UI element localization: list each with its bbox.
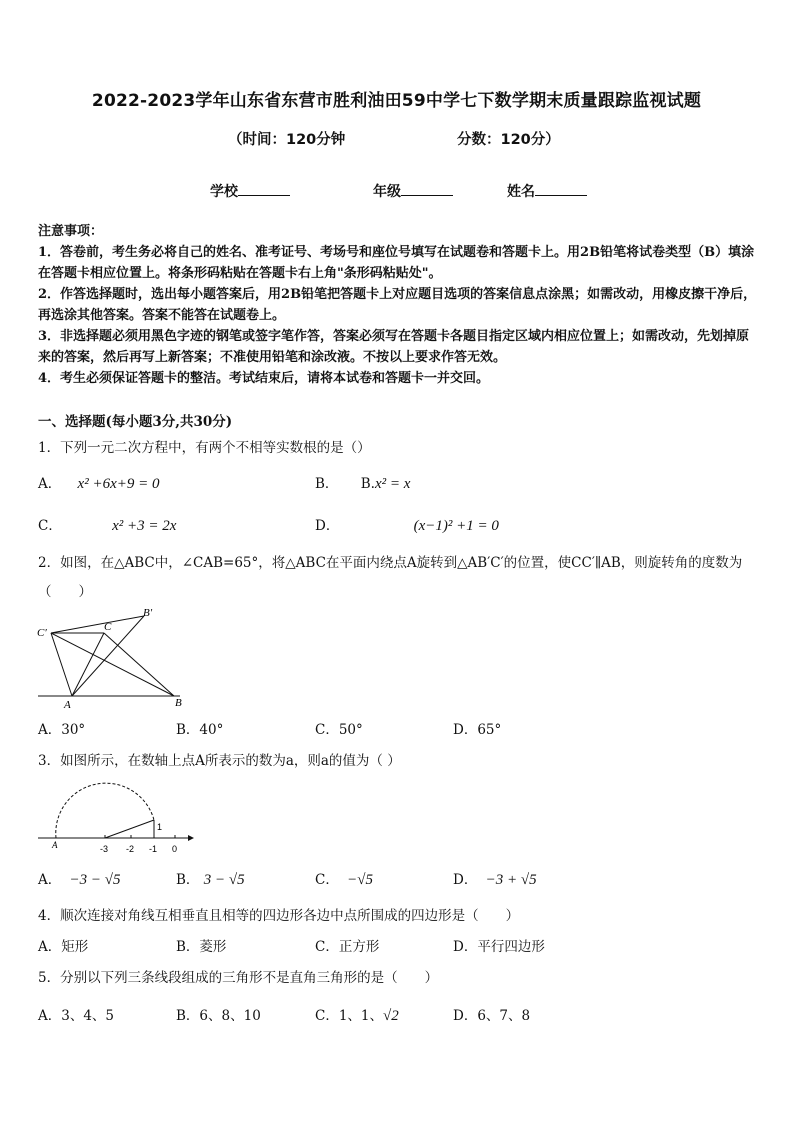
q2-option-b[interactable]: B．40° [176,722,224,738]
q3-d-math: −3 + √5 [485,872,537,888]
q1-option-b[interactable] [315,472,410,493]
q3-tick-label-neg2: -2 [126,844,135,854]
school-label: 学校 [210,184,238,200]
q2-stem: 2．如图，在△ABC中，∠CAB=65°，将△ABC在平面内绕点A旋转到△AB′C′的位置，使CC′∥AB，则旋转角的度数为 [38,555,743,571]
q1-option-a[interactable] [38,472,159,493]
q5-c-math: √2 [383,1008,399,1024]
note-item-1: 1．答卷前，考生务必将自己的姓名、准考证号、考场号和座位号填写在试题卷和答题卡上。用2B铅笔将试卷类型（B）填涂在答题卡相应位置上。将条形码粘贴在答题卡右上角"条形码粘贴处"。 [38,245,755,281]
q3-hypotenuse [105,820,154,838]
q3-unit-label: 1 [157,822,163,832]
q4-option-c[interactable]: C．正方形 [315,939,380,955]
grade-label: 年级 [373,184,401,200]
q1-d-math: (x−1)² +1 = 0 [413,518,499,534]
q2-label-c-prime: C′ [37,627,47,639]
q2-segment-c-prime-b-prime [51,616,144,633]
q2-segment-c-prime-b [51,633,174,696]
q3-d-label: D． [453,872,478,888]
notes-heading: 注意事项： [38,224,104,239]
q1-option-c[interactable] [38,514,176,535]
q1-a-label: A． [38,476,62,492]
q3-c-math: −√5 [347,872,373,888]
q1-a-math: x² +6x+9 = 0 [77,476,160,492]
q1-option-d[interactable] [315,514,499,535]
section-heading: 一、选择题(每小题3分,共30分) [38,414,233,430]
q2-segment-cb [104,633,174,696]
q2-option-a[interactable]: A．30° [38,722,86,738]
q3-tick-label-neg1: -1 [149,844,158,854]
q4-stem: 4．顺次连接对角线互相垂直且相等的四边形各边中点所围成的四边形是（ ） [38,908,520,924]
name-label: 姓名 [507,184,535,200]
q5-option-c[interactable] [315,1004,399,1025]
q5-option-b[interactable]: B．6、8、10 [176,1008,261,1024]
note-item-4: 4．考生必须保证答题卡的整洁。考试结束后，请将本试卷和答题卡一并交回。 [38,371,490,386]
q3-dashed-arc [56,783,154,838]
q3-number-line-figure [36,776,196,858]
q2-triangle-figure [36,606,186,710]
school-field [210,181,290,201]
q3-stem: 3．如图所示，在数轴上点A所表示的数为a，则a的值为（ ） [38,753,401,769]
q2-paren: （ ） [38,584,92,600]
exam-time: （时间：120分钟 [228,132,346,148]
q2-option-c[interactable]: C．50° [315,722,363,738]
q3-tick-label-zero: 0 [172,844,178,854]
q2-option-d[interactable]: D．65° [453,722,502,738]
exam-score: 分数：120分） [457,132,560,148]
note-item-3: 3．非选择题必须用黑色字迹的钢笔或签字笔作答，答案必须写在答题卡各题目指定区域内相应位置上；如需改动，先划掉原来的答案，然后再写上新答案；不准使用铅笔和涂改液。不按以上要求作答无效。 [38,329,750,365]
q1-b-math: x² = x [374,476,411,492]
q3-b-label: B． [176,872,200,888]
q1-b-pre: B. [360,476,375,492]
q3-label-a: A [52,840,58,850]
q1-stem: 1．下列一元二次方程中，有两个不相等实数根的是（） [38,440,371,456]
note-item-2: 2．作答选择题时，选出每小题答案后，用2B铅笔把答题卡上对应题目选项的答案信息点涂黑；如需改动，用橡皮擦干净后，再选涂其他答案。答案不能答在试题卷上。 [38,287,757,323]
q4-option-a[interactable]: A．矩形 [38,939,89,955]
q2-label-c: C [104,621,112,633]
grade-field [373,181,453,201]
q3-option-d[interactable] [453,868,537,889]
q5-c-text: C．1、1、 [315,1008,384,1024]
notes-block [38,221,760,389]
q3-a-label: A． [38,872,62,888]
q1-b-label: B． [315,476,339,492]
q3-b-math: 3 − √5 [203,872,245,888]
q3-option-a[interactable] [38,868,121,889]
q2-label-b-prime: B′ [143,607,153,619]
q3-a-math: −3 − √5 [69,872,121,888]
name-field [507,181,587,201]
q4-option-b[interactable]: B．菱形 [176,939,227,955]
exam-title: 2022-2023学年山东省东营市胜利油田59中学七下数学期末质量跟踪监视试题 [91,91,702,111]
q2-label-a: A [64,699,71,710]
q5-stem: 5．分别以下列三条线段组成的三角形不是直角三角形的是（ ） [38,970,439,986]
name-blank[interactable] [535,182,587,196]
q1-c-label: C． [38,518,62,534]
q3-option-b[interactable] [176,868,245,889]
q3-axis-arrow [188,835,194,841]
q4-option-d[interactable]: D．平行四边形 [453,939,545,955]
grade-blank[interactable] [401,182,453,196]
q5-option-d[interactable]: D．6、7、8 [453,1008,531,1024]
school-blank[interactable] [238,182,290,196]
q3-c-label: C． [315,872,339,888]
q1-c-math: x² +3 = 2x [112,518,177,534]
q5-option-a[interactable]: A．3、4、5 [38,1008,115,1024]
q2-segment-ac [72,633,104,696]
q1-d-label: D． [315,518,340,534]
q2-label-b: B [175,697,182,709]
q3-tick-label-neg3: -3 [100,844,109,854]
q3-option-c[interactable] [315,868,373,889]
